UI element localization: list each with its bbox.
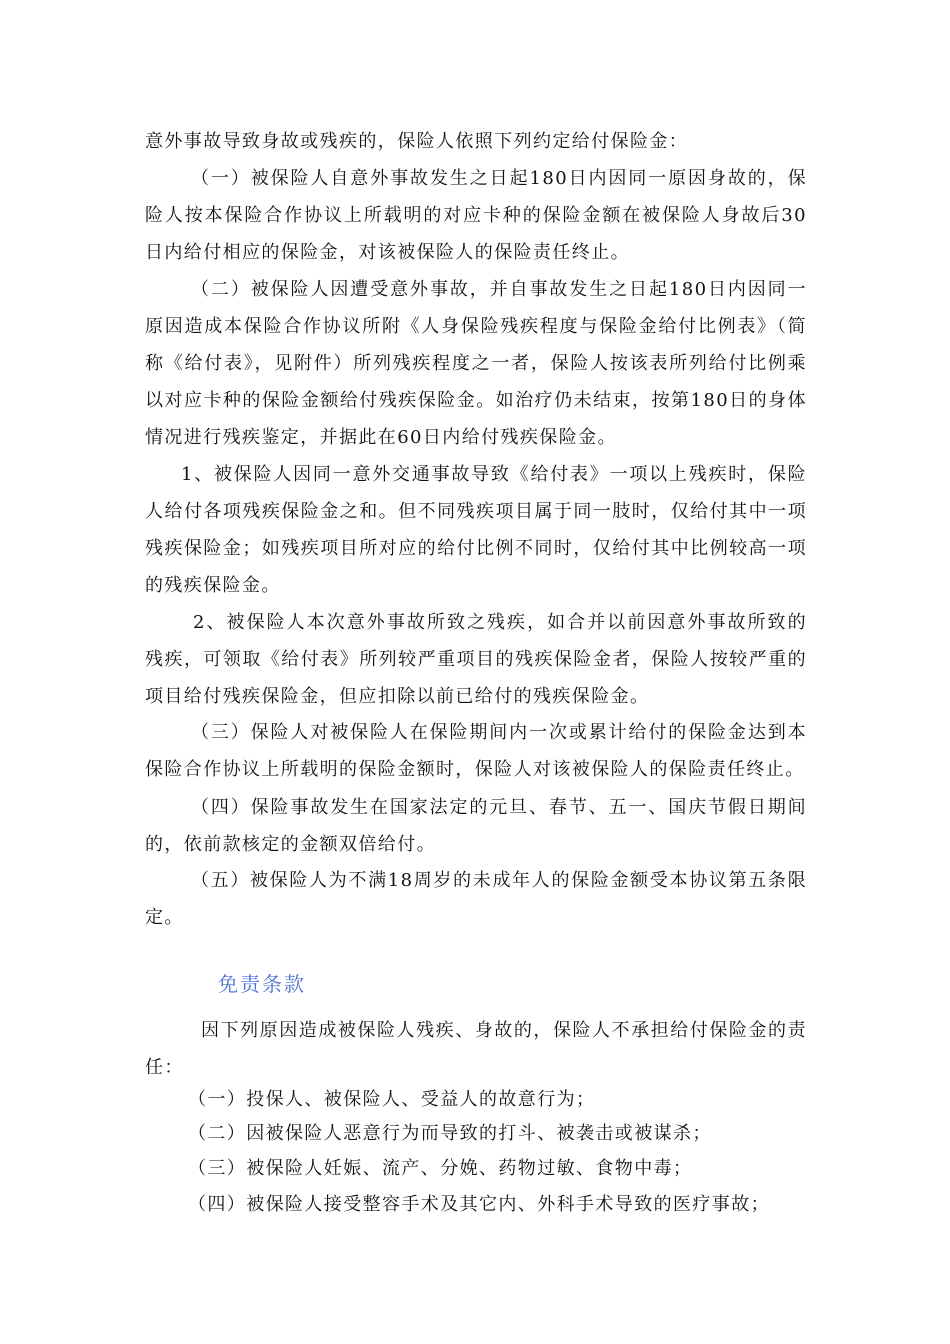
exclusions-heading: 免责条款	[218, 972, 306, 996]
clause-1: （一）被保险人自意外事故发生之日起180日内因同一原因身故的，保险人按本保险合作协议上所载明的对应卡种的保险金额在被保险人身故后30日内给付相应的保险金，对该被保险人的保险责任终止。	[145, 168, 807, 263]
exclusion-item: （一）投保人、被保险人、受益人的故意行为；	[188, 1089, 596, 1110]
exclusions-intro: 因下列原因造成被保险人残疾、身故的，保险人不承担给付保险金的责任：	[145, 1020, 807, 1078]
exclusion-item: （四）被保险人接受整容手术及其它内、外科手术导致的医疗事故；	[188, 1194, 770, 1215]
clause-5: （五）被保险人为不满18周岁的未成年人的保险金额受本协议第五条限定。	[145, 870, 807, 928]
exclusion-item: （三）被保险人妊娠、流产、分娩、药物过敏、食物中毒；	[188, 1158, 693, 1179]
exclusion-item: （二）因被保险人恶意行为而导致的打斗、被袭击或被谋杀；	[188, 1123, 712, 1144]
sub-clause-1: 1、被保险人因同一意外交通事故导致《给付表》一项以上残疾时，保险人给付各项残疾保险金之和。但不同残疾项目属于同一肢时，仅给付其中一项残疾保险金；如残疾项目所对应的给付比例不同时，仅给付其中比例较高一项的残疾保险金。	[145, 464, 807, 596]
liability-intro: 意外事故导致身故或残疾的，保险人依照下列约定给付保险金：	[145, 131, 689, 152]
clause-4: （四）保险事故发生在国家法定的元旦、春节、五一、国庆节假日期间的，依前款核定的金额双倍给付。	[145, 797, 807, 855]
clause-2: （二）被保险人因遭受意外事故，并自事故发生之日起180日内因同一原因造成本保险合作协议所附《人身保险残疾程度与保险金给付比例表》（简称《给付表》，见附件）所列残疾程度之一者，保险人按该表所列给付比例乘以对应卡种的保险金额给付残疾保险金。如治疗仍未结束，按第180日的身体情况进行残疾鉴定，并据此在60日内给付残疾保险金。	[145, 279, 807, 448]
clause-3: （三）保险人对被保险人在保险期间内一次或累计给付的保险金达到本保险合作协议上所载明的保险金额时，保险人对该被保险人的保险责任终止。	[145, 722, 807, 780]
sub-clause-2: 2、被保险人本次意外事故所致之残疾，如合并以前因意外事故所致的残疾，可领取《给付表》所列较严重项目的残疾保险金者，保险人按较严重的项目给付残疾保险金，但应扣除以前已给付的残疾保险金。	[145, 612, 807, 707]
